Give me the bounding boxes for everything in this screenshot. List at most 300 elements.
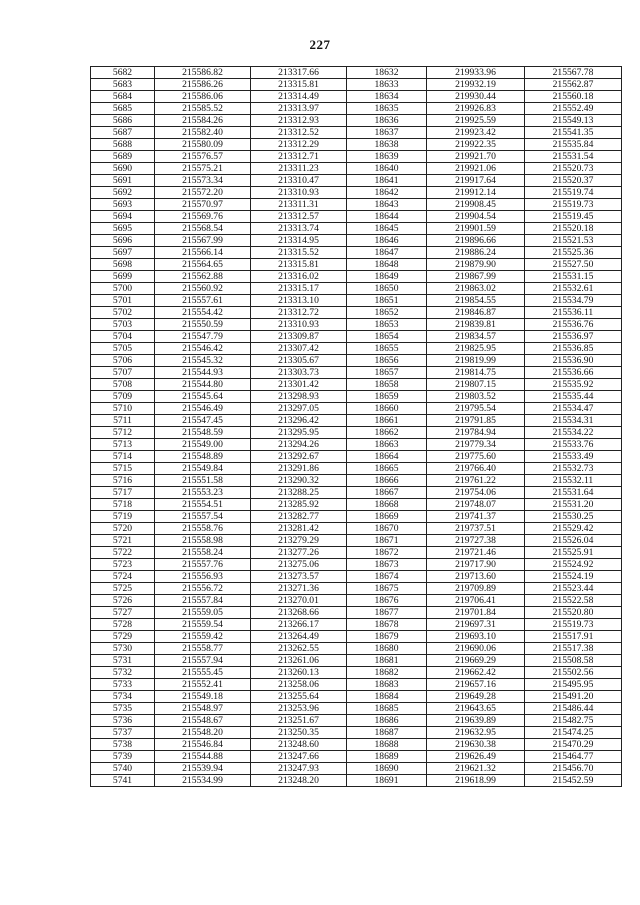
y-coordinate-right: 215533.76 <box>525 439 622 451</box>
x-coordinate-left: 215551.58 <box>155 475 251 487</box>
x-coordinate-left: 215554.42 <box>155 307 251 319</box>
x-coordinate-left: 215557.84 <box>155 595 251 607</box>
y-coordinate-right: 215534.79 <box>525 295 622 307</box>
x-coordinate-right: 219669.29 <box>427 655 525 667</box>
x-coordinate-right: 219896.66 <box>427 235 525 247</box>
x-coordinate-left: 215544.88 <box>155 751 251 763</box>
x-coordinate-left: 215582.40 <box>155 127 251 139</box>
point-number-left: 5741 <box>91 775 155 787</box>
y-coordinate-right: 215536.97 <box>525 331 622 343</box>
y-coordinate-right: 215527.50 <box>525 259 622 271</box>
table-row <box>91 139 622 151</box>
y-coordinate-left: 213285.92 <box>251 499 347 511</box>
y-coordinate-left: 213251.67 <box>251 715 347 727</box>
point-number-left: 5733 <box>91 679 155 691</box>
x-coordinate-right: 219921.70 <box>427 151 525 163</box>
y-coordinate-left: 213292.67 <box>251 451 347 463</box>
point-number-left: 5725 <box>91 583 155 595</box>
y-coordinate-right: 215522.58 <box>525 595 622 607</box>
x-coordinate-left: 215546.84 <box>155 739 251 751</box>
point-number-right: 18662 <box>347 427 427 439</box>
x-coordinate-right: 219846.87 <box>427 307 525 319</box>
x-coordinate-right: 219697.31 <box>427 619 525 631</box>
x-coordinate-left: 215557.94 <box>155 655 251 667</box>
table-row <box>91 391 622 403</box>
point-number-left: 5689 <box>91 151 155 163</box>
point-number-left: 5735 <box>91 703 155 715</box>
point-number-left: 5716 <box>91 475 155 487</box>
x-coordinate-left: 215562.88 <box>155 271 251 283</box>
point-number-left: 5724 <box>91 571 155 583</box>
point-number-left: 5692 <box>91 187 155 199</box>
y-coordinate-left: 213316.02 <box>251 271 347 283</box>
point-number-left: 5730 <box>91 643 155 655</box>
y-coordinate-right: 215567.78 <box>525 67 622 79</box>
x-coordinate-left: 215557.61 <box>155 295 251 307</box>
point-number-right: 18667 <box>347 487 427 499</box>
point-number-left: 5731 <box>91 655 155 667</box>
x-coordinate-left: 215546.49 <box>155 403 251 415</box>
y-coordinate-right: 215535.92 <box>525 379 622 391</box>
table-row <box>91 271 622 283</box>
x-coordinate-right: 219706.41 <box>427 595 525 607</box>
y-coordinate-left: 213298.93 <box>251 391 347 403</box>
table-row <box>91 463 622 475</box>
point-number-right: 18678 <box>347 619 427 631</box>
y-coordinate-right: 215531.20 <box>525 499 622 511</box>
point-number-right: 18642 <box>347 187 427 199</box>
table-row <box>91 79 622 91</box>
point-number-right: 18671 <box>347 535 427 547</box>
table-row <box>91 571 622 583</box>
table-row <box>91 187 622 199</box>
y-coordinate-left: 213277.26 <box>251 547 347 559</box>
x-coordinate-left: 215545.32 <box>155 355 251 367</box>
y-coordinate-right: 215502.56 <box>525 667 622 679</box>
point-number-right: 18632 <box>347 67 427 79</box>
point-number-right: 18675 <box>347 583 427 595</box>
x-coordinate-left: 215548.67 <box>155 715 251 727</box>
x-coordinate-right: 219727.38 <box>427 535 525 547</box>
y-coordinate-left: 213288.25 <box>251 487 347 499</box>
x-coordinate-right: 219904.54 <box>427 211 525 223</box>
point-number-left: 5709 <box>91 391 155 403</box>
x-coordinate-left: 215549.00 <box>155 439 251 451</box>
x-coordinate-left: 215572.20 <box>155 187 251 199</box>
point-number-left: 5710 <box>91 403 155 415</box>
x-coordinate-left: 215580.09 <box>155 139 251 151</box>
y-coordinate-left: 213247.66 <box>251 751 347 763</box>
y-coordinate-right: 215464.77 <box>525 751 622 763</box>
table-row <box>91 775 622 787</box>
point-number-left: 5691 <box>91 175 155 187</box>
x-coordinate-left: 215550.59 <box>155 319 251 331</box>
point-number-left: 5685 <box>91 103 155 115</box>
table-row <box>91 247 622 259</box>
table-row <box>91 91 622 103</box>
table-row <box>91 403 622 415</box>
x-coordinate-left: 215568.54 <box>155 223 251 235</box>
table-row <box>91 223 622 235</box>
x-coordinate-left: 215586.82 <box>155 67 251 79</box>
point-number-right: 18669 <box>347 511 427 523</box>
x-coordinate-left: 215547.79 <box>155 331 251 343</box>
x-coordinate-left: 215559.54 <box>155 619 251 631</box>
x-coordinate-left: 215554.51 <box>155 499 251 511</box>
point-number-left: 5708 <box>91 379 155 391</box>
y-coordinate-right: 215534.47 <box>525 403 622 415</box>
x-coordinate-right: 219923.42 <box>427 127 525 139</box>
table-row <box>91 499 622 511</box>
x-coordinate-right: 219630.38 <box>427 739 525 751</box>
point-number-right: 18655 <box>347 343 427 355</box>
table-row <box>91 703 622 715</box>
y-coordinate-left: 213247.93 <box>251 763 347 775</box>
point-number-right: 18680 <box>347 643 427 655</box>
point-number-right: 18644 <box>347 211 427 223</box>
x-coordinate-right: 219819.99 <box>427 355 525 367</box>
table-row <box>91 535 622 547</box>
x-coordinate-right: 219814.75 <box>427 367 525 379</box>
y-coordinate-right: 215536.85 <box>525 343 622 355</box>
table-row <box>91 643 622 655</box>
x-coordinate-right: 219867.99 <box>427 271 525 283</box>
x-coordinate-right: 219803.52 <box>427 391 525 403</box>
point-number-right: 18647 <box>347 247 427 259</box>
point-number-right: 18651 <box>347 295 427 307</box>
table-row <box>91 487 622 499</box>
table-row <box>91 235 622 247</box>
y-coordinate-left: 213266.17 <box>251 619 347 631</box>
point-number-left: 5694 <box>91 211 155 223</box>
x-coordinate-left: 215546.42 <box>155 343 251 355</box>
y-coordinate-left: 213279.29 <box>251 535 347 547</box>
point-number-left: 5704 <box>91 331 155 343</box>
point-number-right: 18673 <box>347 559 427 571</box>
point-number-left: 5705 <box>91 343 155 355</box>
y-coordinate-right: 215536.11 <box>525 307 622 319</box>
y-coordinate-left: 213248.60 <box>251 739 347 751</box>
y-coordinate-right: 215519.45 <box>525 211 622 223</box>
table-row <box>91 127 622 139</box>
point-number-right: 18660 <box>347 403 427 415</box>
table-row <box>91 751 622 763</box>
x-coordinate-right: 219922.35 <box>427 139 525 151</box>
y-coordinate-right: 215535.44 <box>525 391 622 403</box>
table-row <box>91 211 622 223</box>
point-number-right: 18684 <box>347 691 427 703</box>
y-coordinate-right: 215474.25 <box>525 727 622 739</box>
table-row <box>91 367 622 379</box>
point-number-left: 5682 <box>91 67 155 79</box>
x-coordinate-right: 219754.06 <box>427 487 525 499</box>
point-number-right: 18659 <box>347 391 427 403</box>
point-number-left: 5688 <box>91 139 155 151</box>
y-coordinate-left: 213305.67 <box>251 355 347 367</box>
y-coordinate-right: 215532.11 <box>525 475 622 487</box>
x-coordinate-left: 215570.97 <box>155 199 251 211</box>
table-row <box>91 427 622 439</box>
y-coordinate-right: 215452.59 <box>525 775 622 787</box>
x-coordinate-left: 215534.99 <box>155 775 251 787</box>
y-coordinate-right: 215521.53 <box>525 235 622 247</box>
y-coordinate-left: 213271.36 <box>251 583 347 595</box>
point-number-left: 5717 <box>91 487 155 499</box>
point-number-right: 18653 <box>347 319 427 331</box>
x-coordinate-left: 215573.34 <box>155 175 251 187</box>
point-number-left: 5690 <box>91 163 155 175</box>
point-number-left: 5702 <box>91 307 155 319</box>
point-number-left: 5687 <box>91 127 155 139</box>
point-number-right: 18633 <box>347 79 427 91</box>
table-row <box>91 619 622 631</box>
x-coordinate-right: 219693.10 <box>427 631 525 643</box>
table-row <box>91 715 622 727</box>
y-coordinate-left: 213315.81 <box>251 259 347 271</box>
point-number-right: 18638 <box>347 139 427 151</box>
x-coordinate-left: 215552.41 <box>155 679 251 691</box>
x-coordinate-right: 219643.65 <box>427 703 525 715</box>
y-coordinate-right: 215520.73 <box>525 163 622 175</box>
table-row <box>91 679 622 691</box>
x-coordinate-left: 215559.05 <box>155 607 251 619</box>
point-number-right: 18687 <box>347 727 427 739</box>
y-coordinate-right: 215552.49 <box>525 103 622 115</box>
table-row <box>91 175 622 187</box>
y-coordinate-right: 215534.22 <box>525 427 622 439</box>
point-number-right: 18672 <box>347 547 427 559</box>
y-coordinate-left: 213270.01 <box>251 595 347 607</box>
point-number-left: 5719 <box>91 511 155 523</box>
y-coordinate-right: 215536.76 <box>525 319 622 331</box>
table-row <box>91 343 622 355</box>
point-number-right: 18635 <box>347 103 427 115</box>
x-coordinate-right: 219912.14 <box>427 187 525 199</box>
point-number-left: 5693 <box>91 199 155 211</box>
x-coordinate-right: 219713.60 <box>427 571 525 583</box>
x-coordinate-right: 219741.37 <box>427 511 525 523</box>
point-number-right: 18657 <box>347 367 427 379</box>
point-number-right: 18634 <box>347 91 427 103</box>
x-coordinate-right: 219621.32 <box>427 763 525 775</box>
y-coordinate-right: 215541.35 <box>525 127 622 139</box>
x-coordinate-right: 219791.85 <box>427 415 525 427</box>
point-number-left: 5722 <box>91 547 155 559</box>
x-coordinate-right: 219908.45 <box>427 199 525 211</box>
point-number-right: 18636 <box>347 115 427 127</box>
point-number-left: 5738 <box>91 739 155 751</box>
y-coordinate-left: 213314.95 <box>251 235 347 247</box>
point-number-left: 5712 <box>91 427 155 439</box>
y-coordinate-left: 213261.06 <box>251 655 347 667</box>
x-coordinate-right: 219779.34 <box>427 439 525 451</box>
point-number-left: 5686 <box>91 115 155 127</box>
x-coordinate-left: 215547.45 <box>155 415 251 427</box>
y-coordinate-right: 215470.29 <box>525 739 622 751</box>
x-coordinate-left: 215560.92 <box>155 283 251 295</box>
x-coordinate-left: 215548.89 <box>155 451 251 463</box>
y-coordinate-left: 213294.26 <box>251 439 347 451</box>
point-number-left: 5732 <box>91 667 155 679</box>
y-coordinate-left: 213268.66 <box>251 607 347 619</box>
point-number-right: 18689 <box>347 751 427 763</box>
point-number-left: 5700 <box>91 283 155 295</box>
point-number-left: 5684 <box>91 91 155 103</box>
point-number-right: 18691 <box>347 775 427 787</box>
point-number-right: 18690 <box>347 763 427 775</box>
x-coordinate-left: 215576.57 <box>155 151 251 163</box>
x-coordinate-right: 219737.51 <box>427 523 525 535</box>
coordinates-table-body <box>91 67 622 787</box>
y-coordinate-right: 215525.36 <box>525 247 622 259</box>
table-row <box>91 631 622 643</box>
point-number-right: 18646 <box>347 235 427 247</box>
table-row <box>91 583 622 595</box>
x-coordinate-left: 215575.21 <box>155 163 251 175</box>
table-row <box>91 547 622 559</box>
point-number-right: 18679 <box>347 631 427 643</box>
x-coordinate-right: 219618.99 <box>427 775 525 787</box>
y-coordinate-left: 213273.57 <box>251 571 347 583</box>
y-coordinate-left: 213262.55 <box>251 643 347 655</box>
point-number-right: 18682 <box>347 667 427 679</box>
point-number-right: 18661 <box>347 415 427 427</box>
x-coordinate-left: 215549.84 <box>155 463 251 475</box>
page-number: 227 <box>309 37 331 52</box>
x-coordinate-right: 219925.59 <box>427 115 525 127</box>
y-coordinate-right: 215531.54 <box>525 151 622 163</box>
x-coordinate-left: 215549.18 <box>155 691 251 703</box>
point-number-right: 18685 <box>347 703 427 715</box>
point-number-left: 5726 <box>91 595 155 607</box>
table-row <box>91 355 622 367</box>
table-row <box>91 667 622 679</box>
x-coordinate-left: 215544.93 <box>155 367 251 379</box>
table-row <box>91 475 622 487</box>
x-coordinate-right: 219775.60 <box>427 451 525 463</box>
x-coordinate-right: 219933.96 <box>427 67 525 79</box>
y-coordinate-right: 215524.19 <box>525 571 622 583</box>
x-coordinate-right: 219795.54 <box>427 403 525 415</box>
y-coordinate-right: 215531.64 <box>525 487 622 499</box>
x-coordinate-left: 215555.45 <box>155 667 251 679</box>
y-coordinate-left: 213309.87 <box>251 331 347 343</box>
x-coordinate-right: 219649.28 <box>427 691 525 703</box>
y-coordinate-right: 215534.31 <box>525 415 622 427</box>
x-coordinate-right: 219839.81 <box>427 319 525 331</box>
point-number-right: 18656 <box>347 355 427 367</box>
table-row <box>91 415 622 427</box>
x-coordinate-left: 215558.24 <box>155 547 251 559</box>
x-coordinate-left: 215539.94 <box>155 763 251 775</box>
point-number-left: 5715 <box>91 463 155 475</box>
y-coordinate-left: 213314.49 <box>251 91 347 103</box>
x-coordinate-left: 215558.77 <box>155 643 251 655</box>
point-number-right: 18658 <box>347 379 427 391</box>
point-number-right: 18637 <box>347 127 427 139</box>
x-coordinate-left: 215566.14 <box>155 247 251 259</box>
table-row <box>91 319 622 331</box>
y-coordinate-left: 213310.93 <box>251 319 347 331</box>
y-coordinate-right: 215520.18 <box>525 223 622 235</box>
x-coordinate-right: 219901.59 <box>427 223 525 235</box>
point-number-right: 18648 <box>347 259 427 271</box>
point-number-right: 18641 <box>347 175 427 187</box>
x-coordinate-left: 215567.99 <box>155 235 251 247</box>
x-coordinate-left: 215544.80 <box>155 379 251 391</box>
y-coordinate-left: 213281.42 <box>251 523 347 535</box>
x-coordinate-left: 215559.42 <box>155 631 251 643</box>
y-coordinate-right: 215519.73 <box>525 199 622 211</box>
x-coordinate-left: 215548.97 <box>155 703 251 715</box>
y-coordinate-right: 215517.91 <box>525 631 622 643</box>
x-coordinate-right: 219863.02 <box>427 283 525 295</box>
y-coordinate-right: 215517.38 <box>525 643 622 655</box>
point-number-right: 18663 <box>347 439 427 451</box>
y-coordinate-left: 213310.47 <box>251 175 347 187</box>
point-number-right: 18645 <box>347 223 427 235</box>
table-row <box>91 739 622 751</box>
table-row <box>91 439 622 451</box>
table-row <box>91 595 622 607</box>
y-coordinate-right: 215520.80 <box>525 607 622 619</box>
x-coordinate-right: 219761.22 <box>427 475 525 487</box>
y-coordinate-left: 213303.73 <box>251 367 347 379</box>
point-number-left: 5703 <box>91 319 155 331</box>
table-row <box>91 727 622 739</box>
x-coordinate-left: 215556.72 <box>155 583 251 595</box>
point-number-right: 18640 <box>347 163 427 175</box>
x-coordinate-right: 219825.95 <box>427 343 525 355</box>
x-coordinate-right: 219834.57 <box>427 331 525 343</box>
point-number-right: 18670 <box>347 523 427 535</box>
x-coordinate-right: 219784.94 <box>427 427 525 439</box>
y-coordinate-left: 213250.35 <box>251 727 347 739</box>
point-number-left: 5701 <box>91 295 155 307</box>
point-number-right: 18665 <box>347 463 427 475</box>
point-number-right: 18676 <box>347 595 427 607</box>
point-number-right: 18649 <box>347 271 427 283</box>
point-number-left: 5727 <box>91 607 155 619</box>
x-coordinate-right: 219930.44 <box>427 91 525 103</box>
x-coordinate-right: 219926.83 <box>427 103 525 115</box>
table-row <box>91 103 622 115</box>
table-row <box>91 379 622 391</box>
point-number-right: 18654 <box>347 331 427 343</box>
y-coordinate-right: 215530.25 <box>525 511 622 523</box>
x-coordinate-right: 219807.15 <box>427 379 525 391</box>
table-row <box>91 691 622 703</box>
point-number-left: 5739 <box>91 751 155 763</box>
point-number-left: 5728 <box>91 619 155 631</box>
x-coordinate-right: 219854.55 <box>427 295 525 307</box>
x-coordinate-right: 219921.06 <box>427 163 525 175</box>
y-coordinate-left: 213296.42 <box>251 415 347 427</box>
y-coordinate-left: 213258.06 <box>251 679 347 691</box>
y-coordinate-left: 213312.29 <box>251 139 347 151</box>
table-row <box>91 67 622 79</box>
y-coordinate-left: 213248.20 <box>251 775 347 787</box>
y-coordinate-left: 213312.93 <box>251 115 347 127</box>
point-number-left: 5740 <box>91 763 155 775</box>
x-coordinate-left: 215586.26 <box>155 79 251 91</box>
table-row <box>91 163 622 175</box>
y-coordinate-left: 213290.32 <box>251 475 347 487</box>
x-coordinate-right: 219632.95 <box>427 727 525 739</box>
y-coordinate-left: 213315.52 <box>251 247 347 259</box>
y-coordinate-right: 215533.49 <box>525 451 622 463</box>
point-number-left: 5734 <box>91 691 155 703</box>
